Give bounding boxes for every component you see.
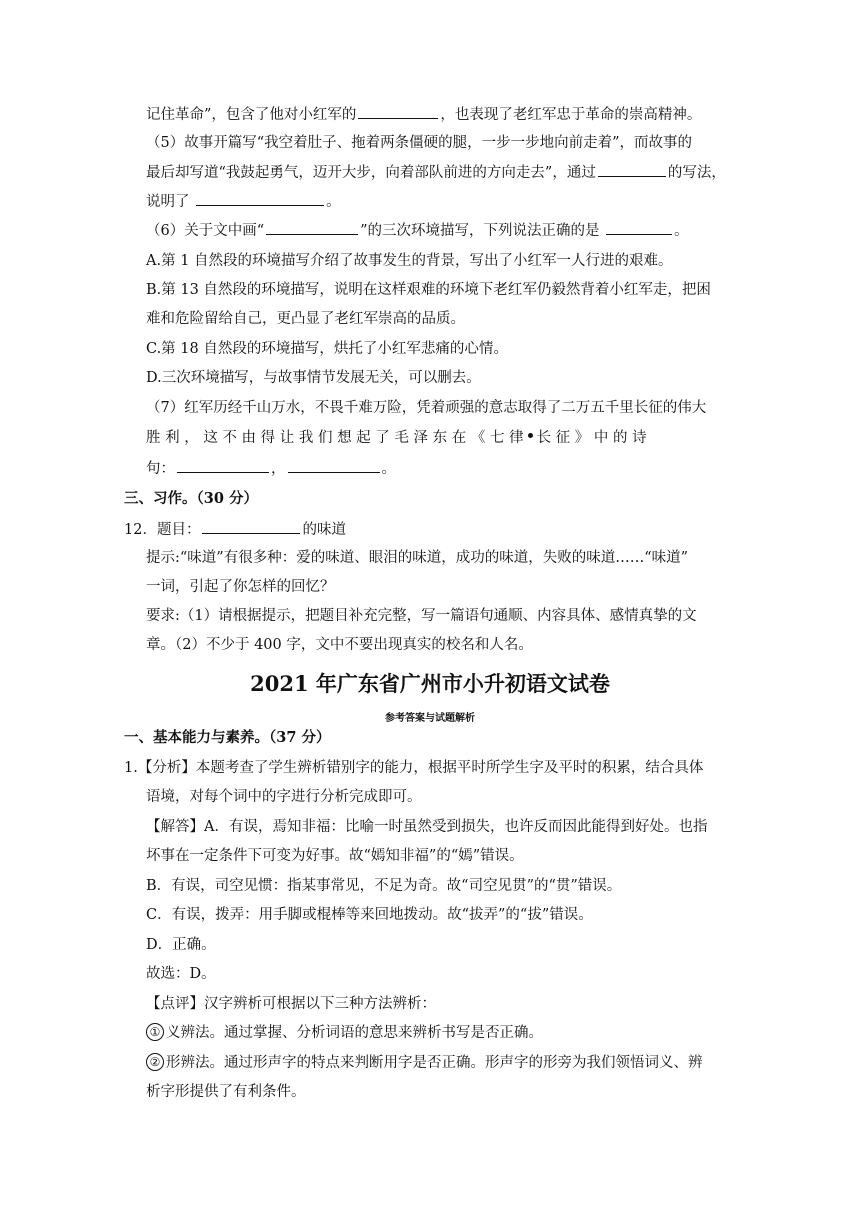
- answer-1-comment: 【点评】汉字辨析可根据以下三种方法辨析：: [146, 996, 436, 1012]
- answer-blank[interactable]: [598, 162, 666, 177]
- answer-blank[interactable]: [202, 519, 300, 534]
- q11-7-line-1: （7）红军历经千山万水，不畏千难万险，凭着顽强的意志取得了二万五千里长征的伟大: [146, 400, 707, 416]
- q12-title-line: 12．题目： 的味道: [124, 519, 736, 540]
- option-a: A.第 1 自然段的环境描写介绍了故事发生的背景，写出了小红军一人行进的艰难。: [146, 253, 673, 269]
- answer-section-1-heading: 一、基本能力与素养。（37 分）: [124, 729, 331, 746]
- q11-5-line-2: 最后却写道“我鼓起勇气，迈开大步，向着部队前进的方向走去”，通过 的写法，: [146, 162, 736, 183]
- answer-1-analysis-line-2: 语境，对每个词中的字进行分析完成即可。: [146, 789, 422, 805]
- section-3-heading: 三、习作。（30 分）: [124, 490, 258, 507]
- method-2-line-2: 析字形提供了有利条件。: [146, 1084, 306, 1100]
- q11-6-stem: （6）关于文中画“ ”的三次环境描写，下列说法正确的是 。: [146, 220, 736, 241]
- q12-req-line-2: 章。（2）不少于 400 字，文中不要出现真实的校名和人名。: [146, 637, 533, 653]
- option-b-line-2: 难和危险留给自己，更凸显了老红军崇高的品质。: [146, 311, 465, 327]
- answer-1-choice: 故选：D。: [146, 966, 216, 982]
- answer-1-d: D．正确。: [146, 937, 216, 953]
- q11-7-line-3: 句： ， 。: [146, 458, 736, 479]
- answer-blank[interactable]: [606, 220, 672, 235]
- method-2-line-1: ② 形辨法。通过形声字的特点来判断用字是否正确。形声字的形旁为我们领悟词义、辨: [146, 1053, 736, 1073]
- q11-7-line-2: 胜 利 ， 这 不 由 得 让 我 们 想 起 了 毛 泽 东 在 《 七 律 长 征 》 中 的 诗: [146, 430, 647, 446]
- underline-mark: [266, 220, 358, 235]
- answer-1-b: B．有误，司空见惯：指某事常见，不足为奇。故“司空见贯”的“贯”错误。: [146, 878, 622, 894]
- method-1: ① 义辨法。通过掌握、分析词语的意思来辨析书写是否正确。: [146, 1023, 736, 1043]
- circled-number-icon: ①: [146, 1023, 164, 1041]
- answer-blank[interactable]: [358, 104, 438, 119]
- option-c: C.第 18 自然段的环境描写，烘托了小红军悲痛的心情。: [146, 341, 508, 357]
- middle-dot: [528, 433, 533, 438]
- answer-title: 2021 年广东省广州市小升初语文试卷: [250, 671, 610, 696]
- answer-1-solution-line-1: 【解答】A．有误，焉知非福：比喻一时虽然受到损失，也许反而因此能得到好处。也指: [146, 819, 708, 835]
- q12-tip-line-1: 提示:“味道”有很多种：爱的味道、眼泪的味道，成功的味道，失败的味道……“味道”: [146, 550, 689, 566]
- circled-number-icon: ②: [146, 1053, 164, 1071]
- answer-blank[interactable]: [177, 458, 269, 473]
- answer-subtitle: 参考答案与试题解析: [385, 713, 475, 724]
- q11-5-line-3: 说明了 。: [146, 191, 736, 212]
- answer-blank[interactable]: [196, 191, 324, 206]
- answer-1-solution-line-2: 坏事在一定条件下可变为好事。故“嫣知非福”的“嫣”错误。: [146, 848, 524, 864]
- q12-tip-line-2: 一词，引起了你怎样的回忆？: [146, 579, 335, 595]
- q12-req-line-1: 要求:（1）请根据提示，把题目补充完整，写一篇语句通顺、内容具体、感情真挚的文: [146, 608, 697, 624]
- answer-blank[interactable]: [288, 458, 380, 473]
- option-d: D.三次环境描写，与故事情节发展无关，可以删去。: [146, 370, 481, 386]
- answer-1-analysis-line-1: 1.【分析】本题考查了学生辨析错别字的能力，根据平时所学生字及平时的积累，结合具体: [124, 760, 704, 776]
- option-b-line-1: B.第 13 自然段的环境描写，说明在这样艰难的环境下老红军仍毅然背着小红军走，把困: [146, 282, 711, 298]
- answer-1-c: C．有误，拨弄：用手脚或棍棒等来回地拨动。故“拔弄”的“拔”错误。: [146, 907, 593, 923]
- q11-5-line-1: （5）故事开篇写“我空着肚子、拖着两条僵硬的腿，一步一步地向前走着”，而故事的: [146, 135, 693, 151]
- q11-line-1: 记住革命”，包含了他对小红军的 ，也表现了老红军忠于革命的崇高精神。: [146, 104, 736, 125]
